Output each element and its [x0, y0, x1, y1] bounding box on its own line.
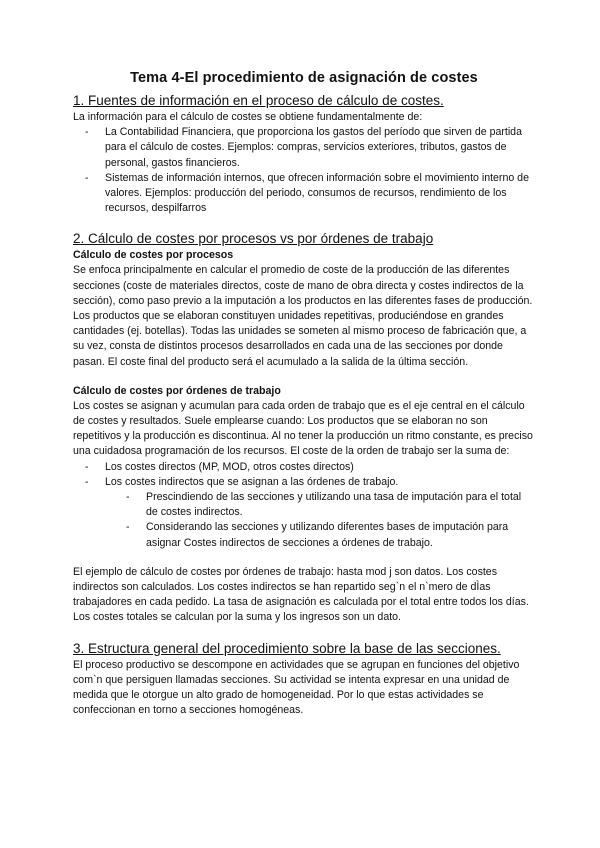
document-title: Tema 4-El procedimiento de asignación de costes — [130, 70, 478, 86]
list-item: - La Contabilidad Financiera, que proporciona los gastos del período que sirven de partida para el cálculo de costes. Ejemplos: compras, servicios exteriores, tributos, gastos de personal, gastos financieros. — [73, 125, 535, 171]
section-1-list — [73, 125, 535, 216]
section-2-heading: 2. Cálculo de costes por procesos vs por órdenes de trabajo — [73, 231, 434, 247]
paragraph-ordenes: Los costes se asignan y acumulan para cada orden de trabajo que es el eje central en el cálculo de costes y resultados. Suele emplearse cuando: Los productos que se elaboran no son repetitivos y la producción es discontinua. Al no tener la producción un ritmo constante, es preciso una cuidadosa programación de los recursos. El coste de la orden de trabajo ser la suma de: — [73, 399, 533, 458]
subheading-ordenes: Cálculo de costes por órdenes de trabajo — [73, 384, 281, 397]
section-1-heading: 1. Fuentes de información en el proceso de cálculo de costes. — [73, 93, 444, 108]
list-item: - Considerando las secciones y utilizando diferentes bases de imputación para asignar Costes indirectos de secciones a órdenes de trabajo. — [73, 520, 535, 550]
section-3-heading: 3. Estructura general del procedimiento sobre la base de las secciones. — [73, 640, 501, 656]
paragraph-ejemplo: El ejemplo de cálculo de costes por órdenes de trabajo: hasta mod j son datos. Los costes indirectos son calculados. Los costes indirectos se han repartido seg`n el n`mero de dÌas trabajadores en cada pedido. La tasa de asignación es calculada por el total entre todos los días. Los costes totales se calculan por la suma y los ingresos son un dato. — [73, 565, 529, 624]
section-1-intro: La información para el cálculo de costes se obtiene fundamentalmente de: — [73, 111, 423, 123]
section-2-sublist — [73, 490, 535, 551]
list-item: - Los costes indirectos que se asignan a las órdenes de trabajo. — [73, 475, 535, 490]
paragraph-procesos: Se enfoca principalmente en calcular el promedio de coste de la producción de las diferentes secciones (coste de materiales directos, coste de mano de obra directa y costes indirectos de la sección), como paso previo a la imputación a los productos en las diferentes fases de producción. Los productos que se elaboran constituyen unidades repetitivas, produciéndose en grandes cantidades (ej. botellas). Todas las unidades se someten al mismo proceso de fabricación que, a su vez, consta de distintos procesos desarrollados en cada una de las secciones por donde pasan. El coste final del producto será el acumulado a la salida de la última sección. — [73, 264, 533, 368]
subheading-procesos: Cálculo de costes por procesos — [73, 249, 234, 262]
paragraph-estructura: El proceso productivo se descompone en actividades que se agrupan en funciones del objetivo com`n que persiguen llamadas secciones. Su actividad se intenta expresar en una unidad de medida que le otorgue un alto grado de homogeneidad. Por lo que estas actividades se confeccionan en torno a secciones homogéneas. — [73, 658, 520, 717]
document-page — [73, 70, 535, 719]
list-item: - Los costes directos (MP, MOD, otros costes directos) — [73, 460, 535, 475]
list-item: - Prescindiendo de las secciones y utilizando una tasa de imputación para el total de costes indirectos. — [73, 490, 535, 520]
section-2-list — [73, 460, 535, 490]
list-item: - Sistemas de información internos, que ofrecen información sobre el movimiento interno de valores. Ejemplos: producción del periodo, consumos de recursos, rendimiento de los recursos, despilfarros — [73, 171, 535, 217]
